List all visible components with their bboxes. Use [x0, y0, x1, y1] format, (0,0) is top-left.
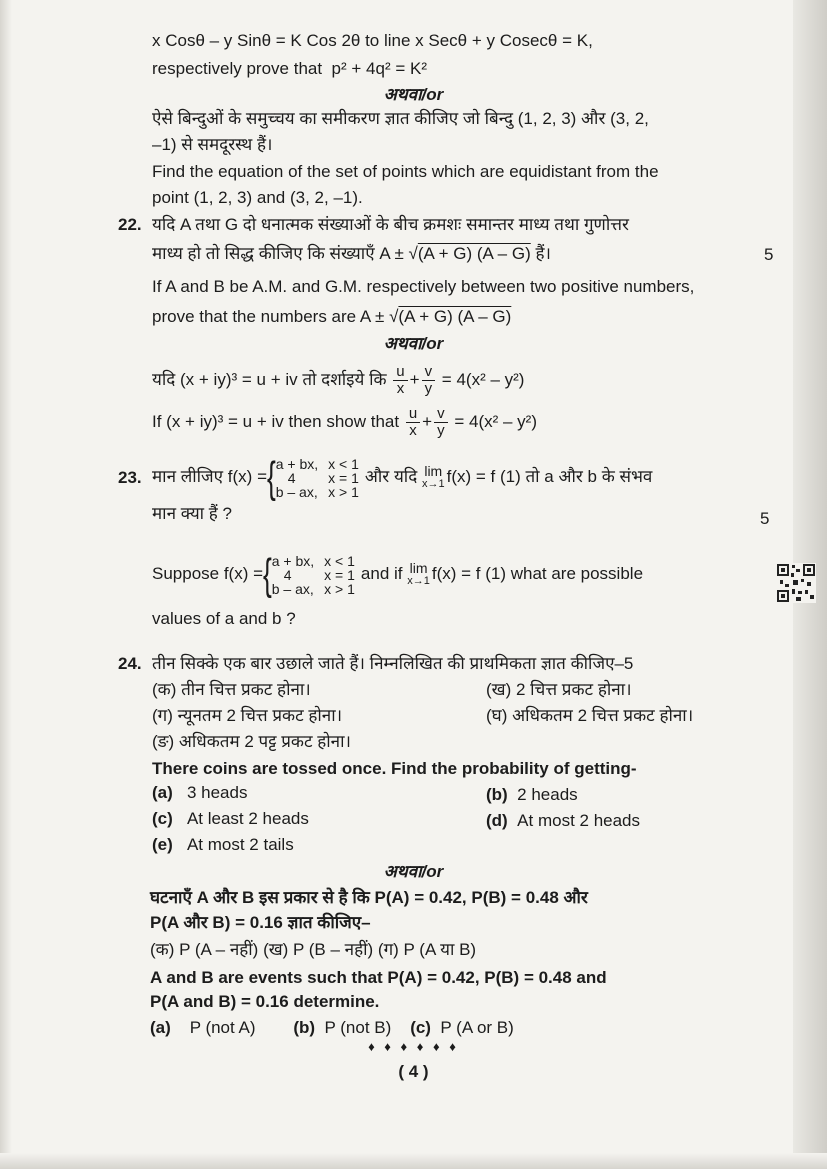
q22-english-2: prove that the numbers are A ± √(A + G) (A – G): [152, 307, 512, 326]
q23-hindi-2: मान क्या हैं ?: [152, 504, 233, 523]
page-number: ( 4 ): [398, 1062, 429, 1081]
q21-line2-prefix: respectively prove that: [152, 59, 323, 78]
q23-english-mid: and if: [360, 564, 403, 583]
q24-number: 24.: [118, 654, 142, 673]
page-bottom-shadow: [0, 1153, 827, 1169]
option-label: (c): [152, 809, 173, 828]
q23-english-1: [152, 542, 643, 606]
q21-line1: x Cosθ – y Sinθ = K Cos 2θ to line x Secθ + y Cosecθ = K,: [152, 31, 593, 50]
q23-marks: 5: [760, 509, 770, 528]
frac-den: x: [409, 422, 417, 440]
cond-3: x > 1: [328, 483, 359, 500]
option-label: (d): [486, 811, 508, 830]
q22-or: अथवा/or: [383, 334, 444, 353]
q23-hindi-prefix: मान लीजिए f(x) =: [152, 467, 267, 486]
piece-2: 4: [283, 566, 292, 583]
left-brace: {: [266, 452, 276, 502]
piece-3: b – ax,: [275, 483, 318, 500]
fraction-v-y: [422, 364, 436, 397]
q23-hindi-1: [152, 445, 652, 509]
option-text: 3 heads: [186, 783, 248, 802]
q22-marks: 5: [764, 245, 774, 264]
plus-sign: +: [422, 412, 433, 431]
lim-label: lim: [424, 462, 443, 479]
cond-2: x = 1: [324, 566, 355, 583]
left-brace: {: [262, 549, 272, 599]
q22-alt-hindi-prefix: यदि (x + iy)³ = u + iv तो दर्शाइये कि: [152, 370, 387, 389]
option-label: (a): [152, 783, 173, 802]
option-text: At most 2 heads: [517, 811, 641, 830]
page-left-shadow: [0, 0, 12, 1169]
frac-num: v: [422, 364, 436, 381]
q22-alt-english-prefix: If (x + iy)³ = u + iv then show that: [152, 412, 400, 431]
frac-num: u: [406, 406, 420, 423]
q23-english-2: values of a and b ?: [152, 609, 296, 628]
option-text: P (not B): [324, 1018, 392, 1037]
q24-alt-english-1: A and B are events such that P(A) = 0.42, P(B) = 0.48 and: [150, 968, 607, 987]
frac-den: y: [424, 380, 433, 398]
frac-den: x: [396, 380, 405, 398]
piece-3: b – ax,: [271, 580, 314, 597]
q24-alt-english-options: [150, 1017, 514, 1039]
qr-code-icon: [776, 563, 816, 603]
option-label: (b): [293, 1018, 316, 1037]
lim-sub: x→1: [407, 574, 430, 587]
q24-english-e: [152, 834, 294, 856]
q24-alt-hindi-3: (क) P (A – नहीं) (ख) P (B – नहीं) (ग) P (A या B): [150, 940, 477, 959]
q22-hindi-2-prefix: माध्य हो तो सिद्ध कीजिए कि संख्याएँ A ±: [152, 244, 404, 263]
cond-3: x > 1: [324, 580, 355, 597]
piece-2: 4: [287, 469, 296, 486]
q24-english-question: There coins are tossed once. Find the probability of getting-: [152, 759, 637, 778]
q22-number: 22.: [118, 215, 142, 234]
q24-hindi-a: (क) तीन चित्त प्रकट होना।: [152, 680, 311, 699]
q24-hindi-question: तीन सिक्के एक बार उछाले जाते हैं। निम्नलिखित की प्राथमिकता ज्ञात कीजिए–5: [152, 654, 634, 673]
footer-ornament: ♦ ♦ ♦ ♦ ♦ ♦: [368, 1039, 459, 1054]
q21-english-2: point (1, 2, 3) and (3, 2, –1).: [152, 188, 363, 207]
q21-equation: p² + 4q² = K²: [331, 59, 427, 78]
cond-2: x = 1: [328, 469, 359, 486]
option-text: At least 2 heads: [186, 809, 309, 828]
limit: [421, 462, 445, 491]
lim-sub: x→1: [421, 477, 445, 490]
q22-alt-hindi: [152, 360, 524, 400]
q24-english-b: [486, 784, 578, 806]
piece-1: a + bx,: [271, 552, 315, 569]
piecewise-values: [272, 554, 314, 596]
q23-hindi-mid: और यदि: [364, 467, 418, 486]
option-text: 2 heads: [517, 785, 578, 804]
q21-english-1: Find the equation of the set of points which are equidistant from the: [152, 162, 659, 181]
q24-alt-hindi-2: P(A और B) = 0.16 ज्ञात कीजिए–: [150, 913, 371, 932]
frac-num: v: [434, 406, 448, 423]
option-label: (c): [410, 1018, 431, 1037]
q22-english-1: If A and B be A.M. and G.M. respectively between two positive numbers,: [152, 277, 695, 296]
q22-hindi-2-suffix: हैं।: [535, 244, 551, 263]
piecewise-values: [276, 457, 318, 499]
q24-hindi-c: (ग) न्यूनतम 2 चित्त प्रकट होना।: [152, 706, 343, 725]
q23-number: 23.: [118, 468, 142, 487]
limit: [407, 559, 430, 588]
fraction-v-y: [434, 406, 448, 439]
option-text: At most 2 tails: [186, 835, 294, 854]
piece-1: a + bx,: [275, 455, 319, 472]
q24-english-a: [152, 782, 247, 804]
q24-hindi-d: (घ) अधिकतम 2 चित्त प्रकट होना।: [486, 706, 694, 725]
fraction-u-x: [406, 406, 420, 439]
cond-1: x < 1: [328, 455, 359, 472]
q22-english-2-prefix: prove that the numbers are A ±: [152, 307, 385, 326]
q24-alt-english-2: P(A and B) = 0.16 determine.: [150, 992, 380, 1011]
q24-english-c: [152, 808, 309, 830]
q22-sqrt-expr: (A + G) (A – G): [417, 244, 531, 263]
rhs: = 4(x² – y²): [441, 370, 525, 389]
q21-line2: [152, 58, 427, 80]
option-label: (a): [150, 1018, 171, 1037]
q22-english-sqrt: (A + G) (A – G): [398, 307, 512, 326]
option-label: (e): [152, 835, 173, 854]
q22-hindi-1: यदि A तथा G दो धनात्मक संख्याओं के बीच क्रमशः समान्तर माध्य तथा गुणोत्तर: [152, 215, 629, 234]
plus-sign: +: [409, 370, 420, 389]
q21-hindi-2: –1) से समदूरस्थ हैं।: [152, 135, 273, 154]
frac-num: u: [393, 364, 407, 381]
q23-english-prefix: Suppose f(x) =: [152, 564, 264, 583]
q21-hindi-1: ऐसे बिन्दुओं के समुच्चय का समीकरण ज्ञात कीजिए जो बिन्दु (1, 2, 3) और (3, 2,: [152, 109, 649, 128]
cond-1: x < 1: [324, 552, 355, 569]
option-text: P (A or B): [440, 1018, 514, 1037]
lim-label: lim: [409, 559, 428, 576]
fraction-u-x: [393, 364, 407, 397]
piecewise-conditions: [328, 457, 359, 499]
piecewise-conditions: [324, 554, 355, 596]
q24-hindi-e: (ङ) अधिकतम 2 पट्ट प्रकट होना।: [152, 732, 351, 751]
rhs: = 4(x² – y²): [454, 412, 537, 431]
q24-or: अथवा/or: [383, 862, 444, 881]
q21-or: अथवा/or: [383, 85, 444, 104]
q23-english-lim-expr: f(x) = f (1) what are possible: [431, 564, 644, 583]
option-text: P (not A): [189, 1018, 256, 1037]
q24-alt-hindi-1: घटनाएँ A और B इस प्रकार से है कि P(A) = 0.42, P(B) = 0.48 और: [150, 888, 588, 907]
q24-hindi-b: (ख) 2 चित्त प्रकट होना।: [486, 680, 632, 699]
option-label: (b): [486, 785, 508, 804]
frac-den: y: [437, 422, 445, 440]
q23-hindi-lim-expr: f(x) = f (1) तो a और b के संभव: [446, 467, 653, 486]
q22-hindi-2: माध्य हो तो सिद्ध कीजिए कि संख्याएँ A ± √(A + G) (A – G) हैं।: [152, 244, 551, 263]
q24-english-d: [486, 810, 640, 832]
q22-alt-english: [152, 402, 537, 442]
